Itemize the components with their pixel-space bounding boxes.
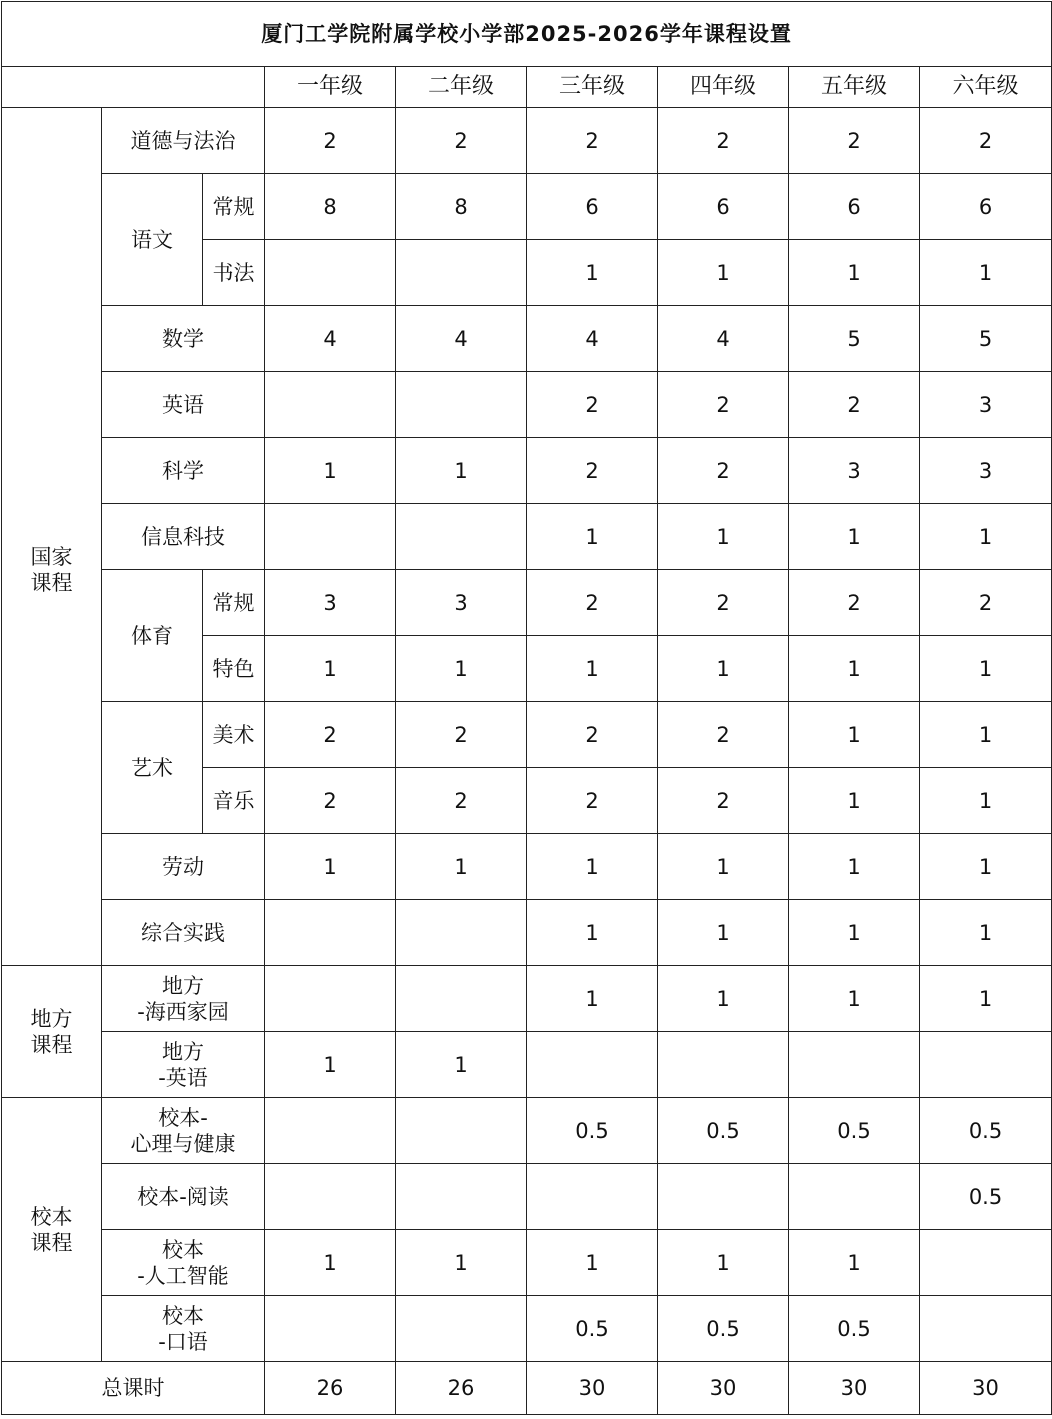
hours-cell: 3 — [920, 438, 1052, 504]
hours-cell: 1 — [527, 834, 658, 900]
hours-cell: 2 — [396, 768, 527, 834]
hours-cell: 0.5 — [527, 1296, 658, 1362]
hours-cell: 0.5 — [789, 1296, 920, 1362]
hours-cell: 0.5 — [920, 1164, 1052, 1230]
table-row — [2, 1164, 1052, 1230]
hours-cell: 1 — [396, 1230, 527, 1296]
hours-cell: 1 — [396, 834, 527, 900]
hours-cell: 2 — [527, 438, 658, 504]
hours-cell: 1 — [920, 504, 1052, 570]
total-cell: 26 — [265, 1362, 396, 1415]
hours-cell: 2 — [920, 108, 1052, 174]
grade-header: 四年级 — [658, 67, 789, 108]
subject-label: 语文 — [102, 174, 203, 306]
subject-label: 艺术 — [102, 702, 203, 834]
table-row — [2, 966, 1052, 1032]
hours-cell: 0.5 — [527, 1098, 658, 1164]
group-label-line: 课程 — [30, 1230, 73, 1255]
hours-cell — [265, 1296, 396, 1362]
subject-label: 校本-阅读 — [102, 1164, 265, 1230]
hours-cell: 1 — [396, 438, 527, 504]
hours-cell — [920, 1032, 1052, 1098]
hours-cell: 1 — [920, 702, 1052, 768]
subject-label: 科学 — [102, 438, 265, 504]
hours-cell: 1 — [789, 768, 920, 834]
hours-cell: 1 — [920, 834, 1052, 900]
subject-label — [102, 1032, 265, 1098]
subject-label: 信息科技 — [102, 504, 265, 570]
hours-cell: 0.5 — [658, 1098, 789, 1164]
subject-label-line: 校本 — [162, 1237, 204, 1262]
hours-cell: 3 — [789, 438, 920, 504]
hours-cell: 1 — [920, 240, 1052, 306]
table-title: 厦门工学院附属学校小学部2025-2026学年课程设置 — [2, 2, 1052, 67]
hours-cell: 1 — [527, 504, 658, 570]
group-label-line: 国家 — [30, 544, 73, 569]
hours-cell: 1 — [658, 1230, 789, 1296]
hours-cell: 1 — [789, 900, 920, 966]
hours-cell: 4 — [396, 306, 527, 372]
hours-cell — [265, 504, 396, 570]
hours-cell — [658, 1164, 789, 1230]
group-label-local — [2, 966, 102, 1098]
hours-cell: 2 — [265, 768, 396, 834]
hours-cell — [527, 1032, 658, 1098]
table-row — [2, 108, 1052, 174]
hours-cell — [265, 1098, 396, 1164]
subject-label-line: 地方 — [162, 1039, 204, 1064]
hours-cell: 1 — [920, 900, 1052, 966]
hours-cell: 2 — [527, 702, 658, 768]
subject-label-line: 校本 — [162, 1303, 204, 1328]
group-label-school — [2, 1098, 102, 1362]
subject-label-line: -口语 — [158, 1329, 208, 1354]
group-label-line: 校本 — [30, 1204, 73, 1229]
hours-cell — [789, 1164, 920, 1230]
hours-cell: 1 — [265, 636, 396, 702]
hours-cell: 1 — [789, 1230, 920, 1296]
hours-cell — [527, 1164, 658, 1230]
grade-header: 一年级 — [265, 67, 396, 108]
hours-cell — [396, 1098, 527, 1164]
hours-cell — [396, 900, 527, 966]
hours-cell: 1 — [789, 636, 920, 702]
table-row — [2, 570, 1052, 636]
hours-cell: 2 — [658, 768, 789, 834]
hours-cell — [658, 1032, 789, 1098]
subject-label-line: 心理与健康 — [130, 1131, 236, 1156]
table-row — [2, 504, 1052, 570]
grade-header: 三年级 — [527, 67, 658, 108]
hours-cell: 1 — [658, 966, 789, 1032]
total-cell: 26 — [396, 1362, 527, 1415]
hours-cell: 4 — [265, 306, 396, 372]
table-row — [2, 174, 1052, 240]
hours-cell: 2 — [658, 438, 789, 504]
hours-cell — [789, 1032, 920, 1098]
hours-cell: 3 — [396, 570, 527, 636]
subject-label — [102, 1230, 265, 1296]
hours-cell: 1 — [265, 834, 396, 900]
hours-cell: 2 — [527, 768, 658, 834]
hours-cell: 2 — [527, 372, 658, 438]
table-row — [2, 834, 1052, 900]
hours-cell: 1 — [265, 438, 396, 504]
hours-cell: 1 — [789, 504, 920, 570]
grade-header: 二年级 — [396, 67, 527, 108]
hours-cell: 1 — [789, 834, 920, 900]
table-row — [2, 1296, 1052, 1362]
course-schedule-table — [1, 1, 1052, 1415]
hours-cell: 2 — [789, 570, 920, 636]
hours-cell: 6 — [658, 174, 789, 240]
hours-cell: 1 — [658, 240, 789, 306]
subject-label: 道德与法治 — [102, 108, 265, 174]
hours-cell: 2 — [265, 108, 396, 174]
hours-cell — [265, 240, 396, 306]
hours-cell: 1 — [396, 636, 527, 702]
hours-cell: 1 — [396, 1032, 527, 1098]
total-label: 总课时 — [2, 1362, 265, 1415]
subject-label-line: 校本- — [158, 1105, 208, 1130]
group-label-line: 地方 — [30, 1006, 73, 1031]
title-row — [2, 2, 1052, 67]
hours-cell — [396, 240, 527, 306]
subject-label: 体育 — [102, 570, 203, 702]
hours-cell: 4 — [658, 306, 789, 372]
hours-cell: 1 — [265, 1032, 396, 1098]
hours-cell: 1 — [920, 768, 1052, 834]
hours-cell: 1 — [527, 1230, 658, 1296]
hours-cell: 1 — [920, 966, 1052, 1032]
hours-cell — [396, 1164, 527, 1230]
sub-subject-label: 音乐 — [203, 768, 265, 834]
hours-cell: 2 — [658, 108, 789, 174]
hours-cell: 1 — [658, 636, 789, 702]
hours-cell: 2 — [920, 570, 1052, 636]
group-cell-empty — [2, 108, 102, 174]
table-row — [2, 702, 1052, 768]
group-label-national — [2, 174, 102, 966]
hours-cell — [396, 966, 527, 1032]
header-corner — [2, 67, 265, 108]
hours-cell: 8 — [265, 174, 396, 240]
hours-cell: 1 — [789, 240, 920, 306]
hours-cell: 5 — [920, 306, 1052, 372]
table-row — [2, 1032, 1052, 1098]
hours-cell — [265, 966, 396, 1032]
hours-cell — [396, 372, 527, 438]
sub-subject-label: 美术 — [203, 702, 265, 768]
total-cell: 30 — [920, 1362, 1052, 1415]
hours-cell: 2 — [789, 108, 920, 174]
hours-cell: 4 — [527, 306, 658, 372]
hours-cell: 1 — [265, 1230, 396, 1296]
sub-subject-label: 常规 — [203, 174, 265, 240]
hours-cell: 6 — [789, 174, 920, 240]
table-row — [2, 1098, 1052, 1164]
table-row — [2, 1230, 1052, 1296]
table-row — [2, 372, 1052, 438]
table-row — [2, 900, 1052, 966]
hours-cell: 6 — [527, 174, 658, 240]
subject-label-line: -海西家园 — [137, 999, 229, 1024]
hours-cell: 2 — [396, 702, 527, 768]
subject-label-line: 地方 — [162, 973, 204, 998]
group-label-line: 课程 — [30, 570, 73, 595]
subject-label — [102, 1296, 265, 1362]
hours-cell: 6 — [920, 174, 1052, 240]
subject-label: 数学 — [102, 306, 265, 372]
hours-cell — [396, 504, 527, 570]
hours-cell: 1 — [920, 636, 1052, 702]
total-cell: 30 — [527, 1362, 658, 1415]
sub-subject-label: 书法 — [203, 240, 265, 306]
hours-cell: 2 — [396, 108, 527, 174]
subject-label-line: -人工智能 — [137, 1263, 229, 1288]
hours-cell: 3 — [920, 372, 1052, 438]
total-cell: 30 — [658, 1362, 789, 1415]
hours-cell: 1 — [527, 240, 658, 306]
hours-cell: 3 — [265, 570, 396, 636]
subject-label: 综合实践 — [102, 900, 265, 966]
hours-cell: 0.5 — [789, 1098, 920, 1164]
hours-cell — [265, 900, 396, 966]
group-label-line: 课程 — [30, 1032, 73, 1057]
hours-cell: 0.5 — [658, 1296, 789, 1362]
sub-subject-label: 特色 — [203, 636, 265, 702]
hours-cell: 2 — [789, 372, 920, 438]
subject-label: 劳动 — [102, 834, 265, 900]
total-row — [2, 1362, 1052, 1415]
hours-cell: 1 — [658, 834, 789, 900]
hours-cell — [265, 1164, 396, 1230]
grade-header: 六年级 — [920, 67, 1052, 108]
hours-cell: 8 — [396, 174, 527, 240]
hours-cell: 1 — [658, 900, 789, 966]
total-cell: 30 — [789, 1362, 920, 1415]
sub-subject-label: 常规 — [203, 570, 265, 636]
hours-cell: 2 — [658, 372, 789, 438]
hours-cell: 2 — [658, 570, 789, 636]
hours-cell: 1 — [658, 504, 789, 570]
grade-header: 五年级 — [789, 67, 920, 108]
hours-cell: 0.5 — [920, 1098, 1052, 1164]
hours-cell: 1 — [789, 966, 920, 1032]
hours-cell: 2 — [658, 702, 789, 768]
subject-label — [102, 966, 265, 1032]
hours-cell: 1 — [527, 900, 658, 966]
hours-cell — [920, 1230, 1052, 1296]
hours-cell: 2 — [527, 570, 658, 636]
hours-cell: 2 — [265, 702, 396, 768]
hours-cell: 2 — [527, 108, 658, 174]
table-row — [2, 306, 1052, 372]
hours-cell: 1 — [527, 636, 658, 702]
hours-cell — [396, 1296, 527, 1362]
hours-cell: 1 — [527, 966, 658, 1032]
hours-cell: 5 — [789, 306, 920, 372]
subject-label — [102, 1098, 265, 1164]
hours-cell — [265, 372, 396, 438]
subject-label-line: -英语 — [158, 1065, 208, 1090]
subject-label: 英语 — [102, 372, 265, 438]
hours-cell — [920, 1296, 1052, 1362]
table-row — [2, 438, 1052, 504]
header-row — [2, 67, 1052, 108]
hours-cell: 1 — [789, 702, 920, 768]
